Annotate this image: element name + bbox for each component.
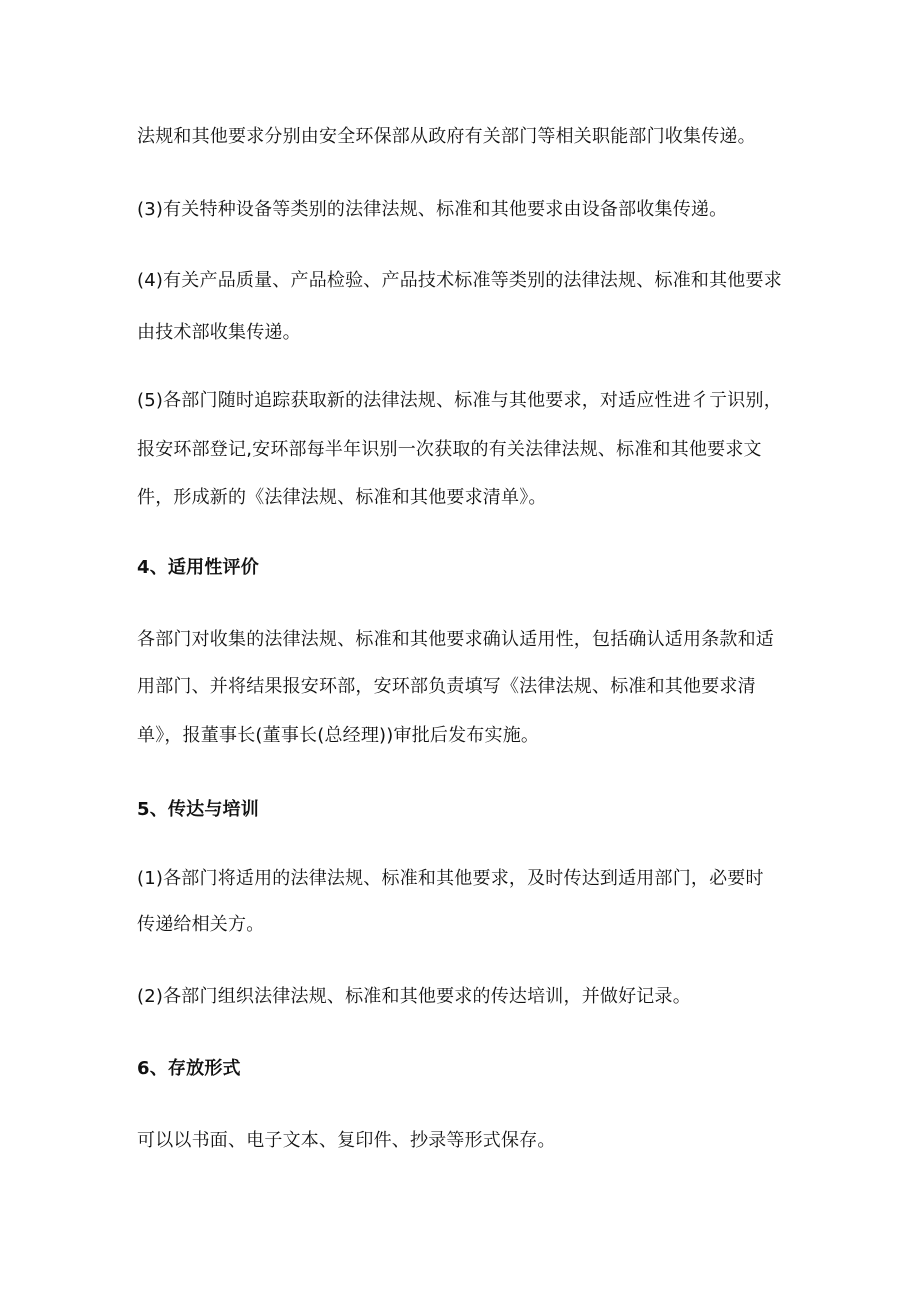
paragraph-line: 用部门、并将结果报安环部，安环部负责填写《法律法规、标准和其他要求清 <box>137 676 756 697</box>
paragraph-line: 法规和其他要求分别由安全环保部从政府有关部门等相关职能部门收集传递。 <box>137 126 756 147</box>
paragraph-line: 报安环部登记,安环部每半年识别一次获取的有关法律法规、标准和其他要求文 <box>137 439 762 460</box>
paragraph-line: 单》，报董事长(董事长(总经理))审批后发布实施。 <box>137 725 540 746</box>
paragraph-line: (3)有关特种设备等类别的法律法规、标准和其他要求由设备部收集传递。 <box>137 199 728 220</box>
paragraph-line: 由技术部收集传递。 <box>137 322 301 343</box>
paragraph-line: 传递给相关方。 <box>137 914 265 935</box>
paragraph-line: (4)有关产品质量、产品检验、产品技术标准等类别的法律法规、标准和其他要求 <box>137 270 782 291</box>
paragraph-line: (2)各部门组织法律法规、标准和其他要求的传达培训，并做好记录。 <box>137 986 691 1007</box>
paragraph-line: (5)各部门随时追踪获取新的法律法规、标准与其他要求，对适应性进彳亍识别， <box>137 390 782 411</box>
paragraph-line: 件，形成新的《法律法规、标准和其他要求清单》。 <box>137 487 547 508</box>
paragraph-line: (1)各部门将适用的法律法规、标准和其他要求，及时传达到适用部门，必要时 <box>137 868 764 889</box>
section-heading-6: 6、存放形式 <box>137 1058 241 1079</box>
section-heading-5: 5、传达与培训 <box>137 799 259 820</box>
paragraph-line: 可以以书面、电子文本、复印件、抄录等形式保存。 <box>137 1130 556 1151</box>
section-heading-4: 4、适用性评价 <box>137 557 259 578</box>
paragraph-line: 各部门对收集的法律法规、标准和其他要求确认适用性，包括确认适用条款和适 <box>137 629 774 650</box>
